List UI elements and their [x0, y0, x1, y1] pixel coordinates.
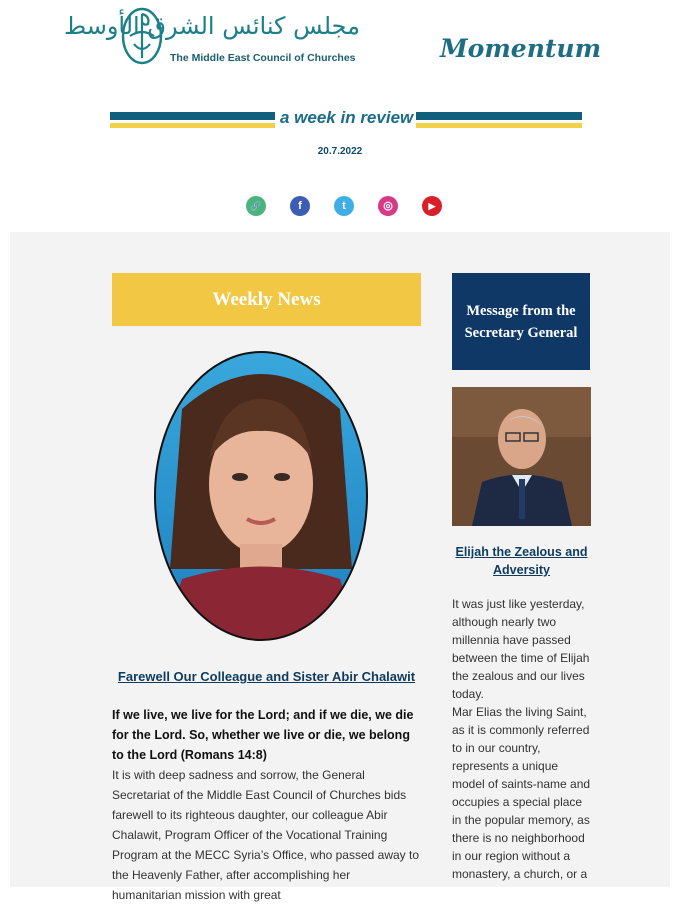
week-in-review-banner — [110, 108, 582, 132]
issue-date: 20.7.2022 — [317, 146, 363, 157]
facebook-icon[interactable]: f — [290, 196, 310, 216]
week-in-review-text: a week in review — [280, 108, 414, 127]
twitter-icon[interactable]: t — [334, 196, 354, 216]
instagram-icon[interactable]: ◎ — [378, 196, 398, 216]
secretary-message-text: It was just like yesterday, although nearly two millennia have passed between the time of Elijah the zealous and our lives today. Mar Elias the living Saint, as it is commonly referred to in our country, represents a unique model of saints-name and occupies a special place in the popular memory, as there is no neighborhood in our region without a monastery, a church, or a — [452, 597, 591, 881]
website-link-icon[interactable]: 🔗 — [246, 196, 266, 216]
mecc-logo[interactable] — [63, 6, 365, 68]
logo-english-text: The Middle East Council of Churches — [170, 52, 356, 64]
logo-arabic-text: مجلس كنائس الشرق الأوسط — [63, 12, 360, 40]
weekly-news-column — [112, 273, 421, 902]
message-from-secretary-heading: Message from the Secretary General — [452, 273, 590, 370]
youtube-icon[interactable]: ▶ — [422, 196, 442, 216]
weekly-news-heading: Weekly News — [112, 273, 421, 326]
newsletter-title: Momentum — [440, 34, 602, 63]
article-body-text: It is with deep sadness and sorrow, the General Secretariat of the Middle East Council of Churches bids farewell to its righteous daughter, our colleague Abir Chalawit, Program Officer of the Vocational Training Program at the MECC Syria’s Office, who passed away to the Heavenly Father, after accomplishing her humanitarian mission with great — [112, 768, 420, 902]
secretary-general-column — [452, 273, 591, 881]
secretary-general-photo — [452, 387, 591, 526]
article-lead-quote: If we live, we live for the Lord; and if we die, we die for the Lord. So, whether we live or die, we belong to the Lord (Romans 14:8) — [112, 708, 414, 762]
abir-chalawit-portrait — [152, 349, 370, 643]
elijah-article-link[interactable]: Elijah the Zealous and Adversity — [455, 545, 588, 577]
newsletter-header — [0, 0, 680, 230]
farewell-article-link[interactable]: Farewell Our Colleague and Sister Abir Chalawit — [117, 669, 416, 684]
